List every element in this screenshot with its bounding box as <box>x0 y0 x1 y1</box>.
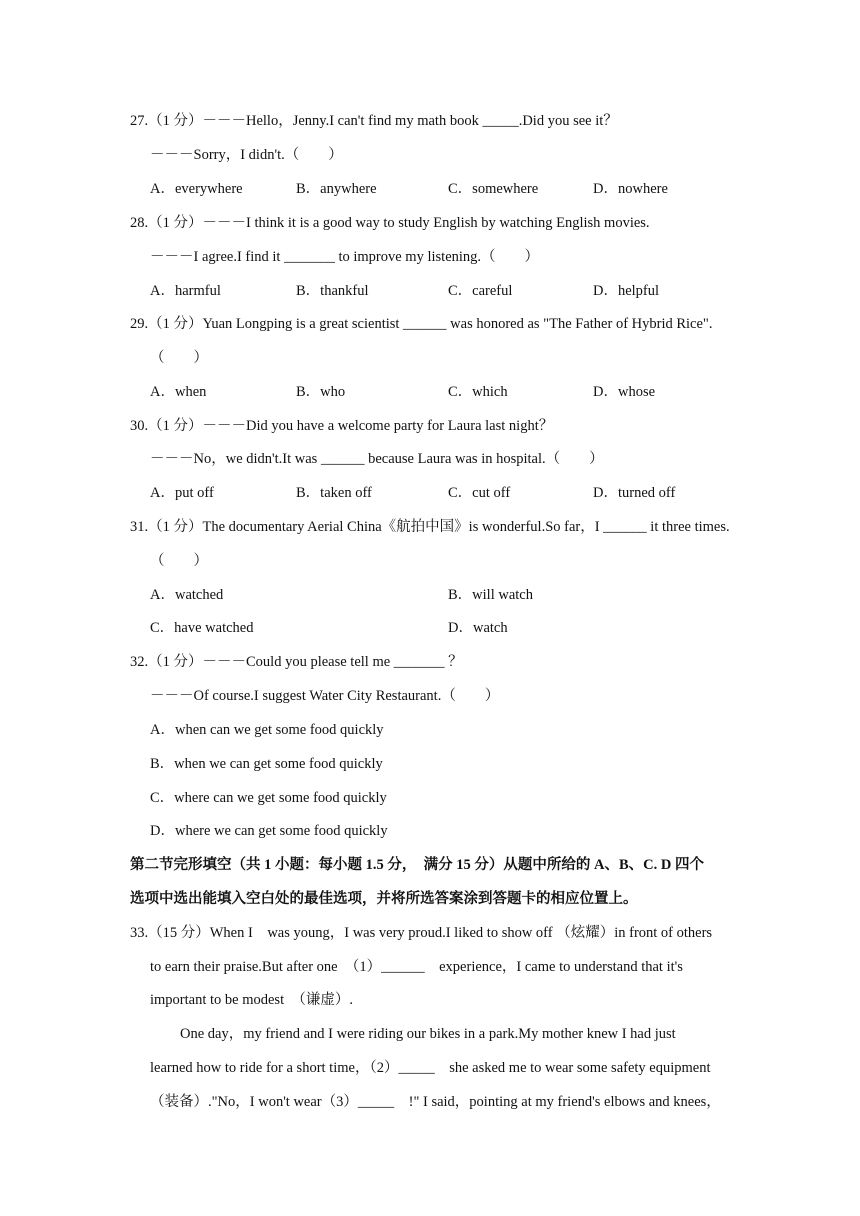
q32-stem: 32.（1 分）－－－Could you please tell me _______ ？ <box>130 654 463 670</box>
q32-option-b: B．when we can get some food quickly <box>150 756 383 772</box>
q28-reply: －－－I agree.I find it _______ to improve my listening.（ ） <box>150 249 540 265</box>
q30-option-d: D．turned off <box>593 485 676 501</box>
q33-line-5: learned how to ride for a short time，（2）_____ she asked me to wear some safety equipment <box>150 1060 711 1076</box>
q31-option-a: A．watched <box>150 587 224 603</box>
q28-option-d: D．helpful <box>593 283 660 299</box>
q29-paren: （ ） <box>150 350 208 366</box>
q31-option-c: C．have watched <box>150 620 254 636</box>
q32-option-a: A．when can we get some food quickly <box>150 722 384 738</box>
q33-line-6: （装备）."No，I won't wear（3）_____ !" I said，pointing at my friend's elbows and knees， <box>150 1094 721 1110</box>
section-heading-line1: 第二节完形填空（共 1 小题：每小题 1.5 分， 满分 15 分）从题中所给的 A、B、C. D 四个 <box>130 857 704 873</box>
q33-line-4: One day，my friend and I were riding our bikes in a park.My mother knew I had just <box>180 1026 676 1042</box>
q28-option-a: A．harmful <box>150 283 221 299</box>
q29-stem: 29.（1 分）Yuan Longping is a great scientist ______ was honored as "The Father of Hybrid Rice". <box>130 316 713 332</box>
q28-option-b: B．thankful <box>296 283 369 299</box>
q32-option-c: C．where can we get some food quickly <box>150 790 387 806</box>
q27-stem: 27.（1 分）－－－Hello，Jenny.I can't find my math book _____.Did you see it？ <box>130 113 618 129</box>
q27-option-d: D．nowhere <box>593 181 668 197</box>
q30-option-b: B．taken off <box>296 485 372 501</box>
q30-reply: －－－No，we didn't.It was ______ because Laura was in hospital.（ ） <box>150 451 604 467</box>
q30-option-a: A．put off <box>150 485 214 501</box>
q31-option-d: D．watch <box>448 620 508 636</box>
q32-reply: －－－Of course.I suggest Water City Restaurant.（ ） <box>150 688 500 704</box>
q31-option-b: B．will watch <box>448 587 533 603</box>
q29-option-a: A．when <box>150 384 207 400</box>
q27-reply: －－－Sorry，I didn't.（ ） <box>150 147 343 163</box>
q31-paren: （ ） <box>150 553 208 569</box>
q27-option-c: C．somewhere <box>448 181 539 197</box>
q27-option-b: B．anywhere <box>296 181 377 197</box>
q32-option-d: D．where we can get some food quickly <box>150 823 388 839</box>
q29-option-c: C．which <box>448 384 508 400</box>
q28-stem: 28.（1 分）－－－I think it is a good way to study English by watching English movies. <box>130 215 650 231</box>
q33-line-2: to earn their praise.But after one （1）______ experience，I came to understand that it's <box>150 959 683 975</box>
q28-option-c: C．careful <box>448 283 513 299</box>
q30-option-c: C．cut off <box>448 485 511 501</box>
q33-line-1: 33.（15 分）When I was young，I was very proud.I liked to show off （炫耀）in front of others <box>130 925 713 941</box>
section-heading-line2: 选项中选出能填入空白处的最佳选项，并将所选答案涂到答题卡的相应位置上。 <box>130 891 638 907</box>
q31-stem: 31.（1 分）The documentary Aerial China《航拍中国》is wonderful.So far，I ______ it three times. <box>130 519 730 535</box>
q30-stem: 30.（1 分）－－－Did you have a welcome party for Laura last night？ <box>130 418 554 434</box>
q33-line-3: important to be modest （谦虚）. <box>150 992 353 1008</box>
q29-option-b: B．who <box>296 384 346 400</box>
q29-option-d: D．whose <box>593 384 656 400</box>
q27-option-a: A．everywhere <box>150 181 243 197</box>
